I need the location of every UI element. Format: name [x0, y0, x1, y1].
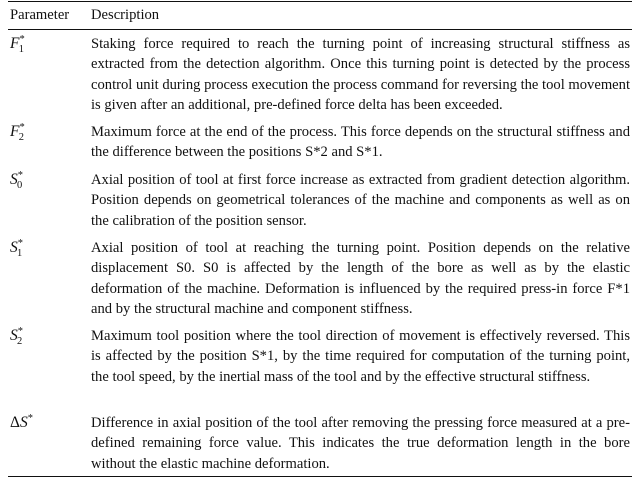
header-parameter: Parameter: [10, 7, 70, 23]
parameter-description: Axial position of tool at reaching the turning point. Position depends on the relative displacement S0. S0 is affected by the length of the bore as well as by the elastic deformation of the machine. Deformation is influenced by the required press-in force F*1 and by the structural machine and component stiffness.: [91, 240, 630, 318]
parameter-description: Difference in axial position of the tool after removing the pressing force measured at a pre-defined remaining force value. This indicates the true deformation length in the bore without the elastic machine deformation.: [91, 415, 630, 472]
header-description: Description: [91, 7, 160, 23]
table-top-rule: [8, 1, 632, 2]
table-bottom-rule: [8, 476, 632, 477]
parameter-description: Staking force required to reach the turning point of increasing structural stiffness as extracted from the detection algorithm. Once this turning point is detected by the process control unit during process execution the process command for reversing the tool movement is given after an additional, pre-defined force delta has been exceeded.: [91, 36, 631, 114]
parameter-symbol: $F^*_1$: [10, 33, 25, 56]
parameter-symbol: $F^*_2$: [10, 121, 25, 144]
parameter-symbol: $S^*_1$: [10, 237, 23, 260]
parameter-symbol: $S^*_2$: [10, 325, 23, 348]
parameter-symbol: $S^*_0$: [10, 169, 23, 192]
table-header-rule: [8, 29, 632, 30]
parameter-description: Maximum tool position where the tool direction of movement is effectively reversed. This is affected by the position S*1, by the time required for computation of the turning point, the tool speed, by the inertial mass of the tool and by the effective structural stiffness.: [91, 328, 630, 385]
parameter-description: Maximum force at the end of the process. This force depends on the structural stiffness and the difference between the positions S*2 and S*1.: [91, 124, 630, 161]
parameter-description: Axial position of tool at first force increase as extracted from gradient detection algorithm. Position depends on geometrical tolerances of the machine and components as well as on the calibration of the position sensor.: [91, 172, 630, 229]
parameter-symbol: ΔS*: [10, 412, 33, 431]
